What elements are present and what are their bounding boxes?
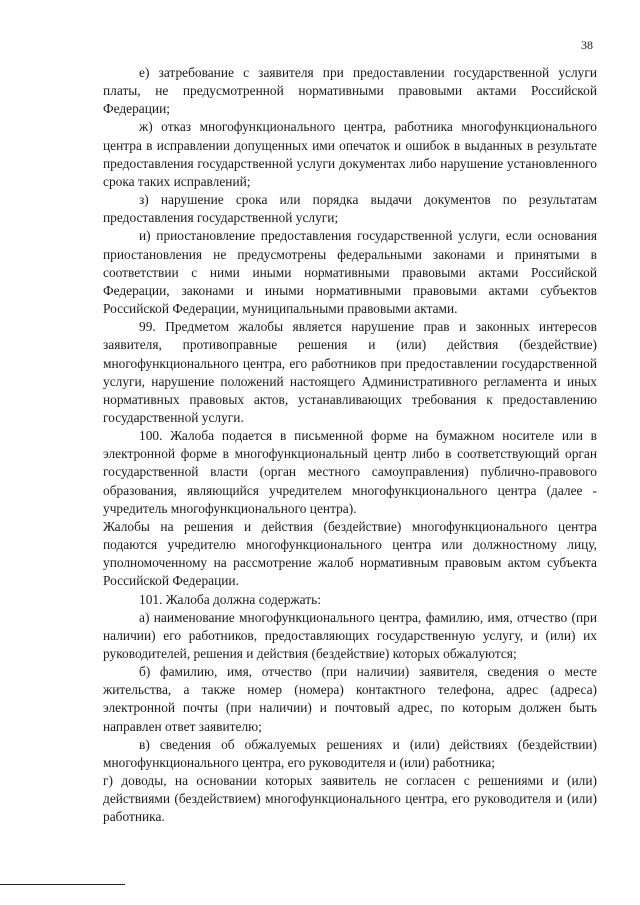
paragraph-101-b: б) фамилию, имя, отчество (при наличии) заявителя, сведения о месте жительства, а также номер (номера) контактного телефона, адрес (адреса) электронной почты (при наличии) и почтовый адрес, по которым должен быть направлен ответ заявителю; bbox=[103, 664, 597, 734]
paragraph-e: е) затребование с заявителя при предоставлении государственной услуги платы, не предусмотренной нормативными правовыми актами Российской Федерации; bbox=[103, 65, 597, 117]
paragraph-i: и) приостановление предоставления государственной услуги, если основания приостановления не предусмотрены федеральными законами и принятыми в соответствии с ними иными нормативными правовыми актами Российской Федерации, законами и иными нормативными правовыми актами субъектов Российской Федерации, муниципальными правовыми актами. bbox=[103, 228, 597, 317]
paragraph-99: 99. Предметом жалобы является нарушение прав и законных интересов заявителя, противоправные решения и (или) действия (бездействие) многофункционального центра, его работников при предоставлении государственной услуги, нарушение положений настоящего Административного регламента и иных нормативных правовых актов, устанавливающих требования к предоставлению государственной услуги. bbox=[103, 319, 597, 425]
paragraph-101-a: а) наименование многофункционального центра, фамилию, имя, отчество (при наличии) его работников, предоставляющих государственную услугу, и (или) их руководителей, решения и действия (бездействие) которых обжалуются; bbox=[103, 609, 597, 661]
footnote-rule bbox=[0, 884, 125, 885]
document-body bbox=[103, 64, 597, 827]
paragraph-zh: ж) отказ многофункционального центра, работника многофункционального центра в исправлении допущенных ими опечаток и ошибок в выданных в результате предоставления государственной услуги документах либо нарушение установленного срока таких исправлений; bbox=[103, 119, 597, 189]
paragraph-101-v: в) сведения об обжалуемых решениях и (или) действиях (бездействии) многофункционального центра, его руководителя и (или) работника; bbox=[103, 736, 597, 770]
page-number: 38 bbox=[581, 38, 593, 52]
paragraph-complaints-mfc: Жалобы на решения и действия (бездействие) многофункционального центра подаются учредителю многофункционального центра или должностному лицу, уполномоченному на рассмотрение жалоб нормативным правовым актом субъекта Российской Федерации. bbox=[103, 518, 597, 589]
paragraph-100: 100. Жалоба подается в письменной форме на бумажном носителе или в электронной форме в многофункциональный центр либо в соответствующий орган государственной власти (орган местного самоуправления) публично-правового образования, являющийся учредителем многофункционального центра (далее - учредитель многофункционального центра). bbox=[103, 428, 597, 516]
paragraph-101: 101. Жалоба должна содержать: bbox=[139, 591, 321, 607]
paragraph-z: з) нарушение срока или порядка выдачи документов по результатам предоставления государственной услуги; bbox=[103, 192, 597, 226]
paragraph-101-g: г) доводы, на основании которых заявитель не согласен с решениями и (или) действиями (бездействием) многофункционального центра, его руководителя и (или) работника. bbox=[103, 773, 597, 825]
